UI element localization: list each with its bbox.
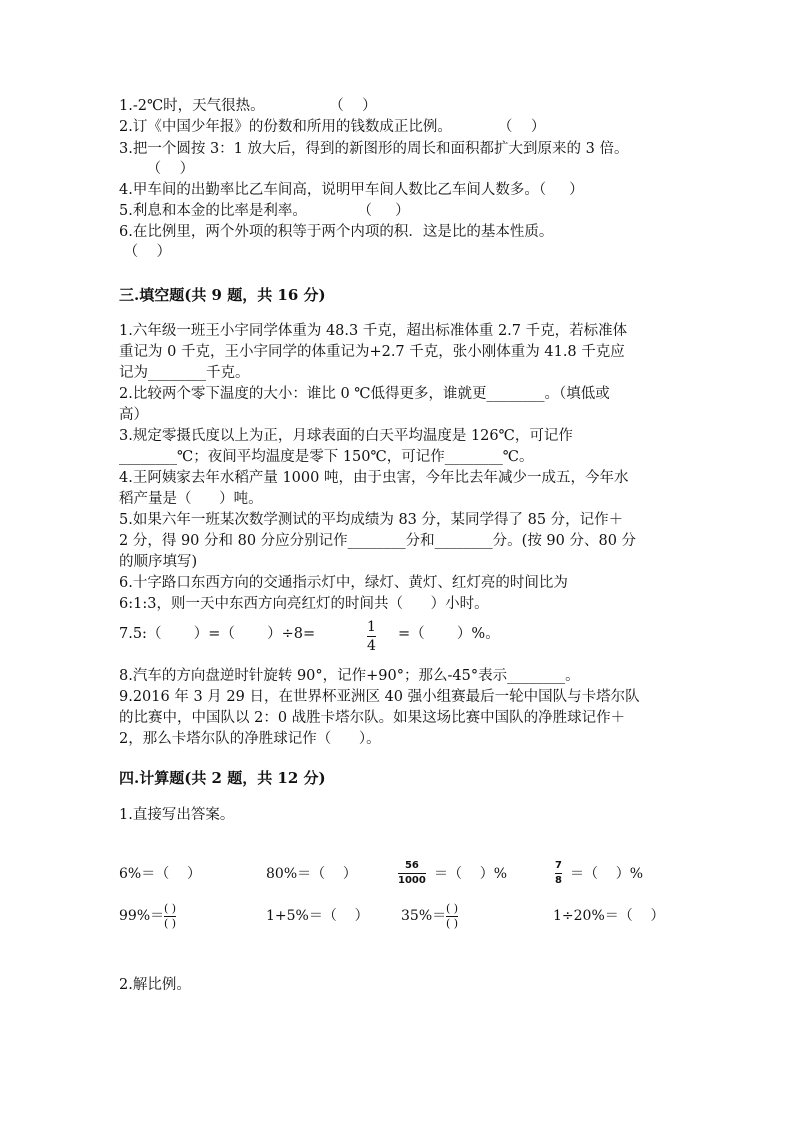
fill-line: 1.六年级一班王小宇同学体重为 48.3 千克，超出标准体重 2.7 千克，若标准体 xyxy=(119,323,628,339)
fill-line: ________℃；夜间平均温度是零下 150℃，可记作________℃。 xyxy=(119,449,534,465)
frac-num: 7 xyxy=(555,860,562,871)
judge-item-5: 5.利息和本金的比率是利率。 （ ） xyxy=(119,203,410,219)
q7-left: 7.5:（ ）=（ ）÷8= xyxy=(119,626,316,642)
fill-line: 的比赛中，中国队以 2：0 战胜卡塔尔队。如果这场比赛中国队的净胜球记作＋ xyxy=(119,710,626,726)
fill-line: 8.汽车的方向盘逆时针旋转 90°，记作+90°；那么-45°表示________。 xyxy=(119,668,580,684)
section-4-title: 四.计算题(共 2 题，共 12 分) xyxy=(119,769,326,787)
fill-line: 6:1:3，则一天中东西方向亮红灯的时间共（ ）小时。 xyxy=(119,596,489,612)
judge-item-6: 6.在比例里，两个外项的积等于两个内项的积．这是比的基本性质。 xyxy=(119,224,554,240)
fill-line: 重记为 0 千克，王小宇同学的体重记为+2.7 千克，张小刚体重为 41.8 千克应 xyxy=(119,344,625,360)
calc-fraction-blank xyxy=(164,903,176,930)
calc-item: 35%＝ xyxy=(401,908,447,924)
calc-item: 6%＝（ ） xyxy=(119,866,202,882)
section-3-title: 三.填空题(共 9 题，共 16 分) xyxy=(119,286,326,304)
frac-den: ( ) xyxy=(446,917,459,930)
fill-line: 5.如果六年一班某次数学测试的平均成绩为 83 分，某同学得了 85 分，记作＋ xyxy=(119,512,624,528)
judge-item-2: 2.订《中国少年报》的份数和所用的钱数成正比例。 （ ） xyxy=(119,119,546,135)
frac-den: 8 xyxy=(555,875,562,886)
frac-num: ( ) xyxy=(164,902,177,915)
judge-item-3: 3.把一个圆按 3：1 放大后，得到的新图形的周长和面积都扩大到原来的 3 倍。 xyxy=(119,141,629,157)
q7-fraction xyxy=(367,619,376,654)
fill-line: 2.比较两个零下温度的大小：谁比 0 ℃低得更多，谁就更________。（填低或 xyxy=(119,386,610,402)
calc-fraction-blank xyxy=(446,903,458,930)
frac-den: 1000 xyxy=(398,875,426,886)
fill-line: 3.规定零摄氏度以上为正，月球表面的白天平均温度是 126℃，可记作 xyxy=(119,428,573,444)
calc-item: 80%＝（ ） xyxy=(266,866,357,882)
calc-item: 1÷20%＝（ ） xyxy=(553,908,665,924)
q7-frac-den: 4 xyxy=(367,638,376,654)
fill-line: 的顺序填写) xyxy=(119,554,198,570)
fill-line: 2 分，得 90 分和 80 分应分别记作________分和________分。(按 90 分、80 分 xyxy=(119,533,637,549)
q7-right: =（ ）%。 xyxy=(398,626,500,642)
fill-line: 2，那么卡塔尔队的净胜球记作（ ）。 xyxy=(119,731,381,747)
calc-item: ＝（ ）% xyxy=(570,866,644,882)
frac-den: ( ) xyxy=(164,917,177,930)
fill-line: 稻产量是（ ）吨。 xyxy=(119,491,263,507)
fill-line: 9.2016 年 3 月 29 日，在世界杯亚洲区 40 强小组赛最后一轮中国队与卡塔尔队 xyxy=(119,689,640,705)
calc-1-prompt: 1.直接写出答案。 xyxy=(119,807,235,823)
fill-line: 高） xyxy=(119,407,148,423)
judge-item-6-answer: （ ） xyxy=(119,244,172,260)
fill-line: 4.王阿姨家去年水稻产量 1000 吨，由于虫害，今年比去年减少一成五，今年水 xyxy=(119,470,629,486)
judge-item-1: 1.-2℃时，天气很热。 （ ） xyxy=(119,98,377,114)
fill-line: 6.十字路口东西方向的交通指示灯中，绿灯、黄灯、红灯亮的时间比为 xyxy=(119,575,568,591)
judge-item-3-answer: （ ） xyxy=(119,161,195,177)
frac-num: ( ) xyxy=(446,902,459,915)
calc-item: 99%＝ xyxy=(119,908,165,924)
calc-item: ＝（ ）% xyxy=(434,866,508,882)
fill-line: 记为________千克。 xyxy=(119,365,250,381)
calc-fraction xyxy=(398,860,426,887)
frac-num: 56 xyxy=(404,860,419,871)
q7-frac-num: 1 xyxy=(367,619,376,635)
calc-fraction xyxy=(555,860,562,887)
calc-2-prompt: 2.解比例。 xyxy=(119,977,191,993)
calc-item: 1+5%＝（ ） xyxy=(266,908,369,924)
judge-item-4: 4.甲车间的出勤率比乙车间高，说明甲车间人数比乙车间人数多。（ ） xyxy=(119,182,584,198)
